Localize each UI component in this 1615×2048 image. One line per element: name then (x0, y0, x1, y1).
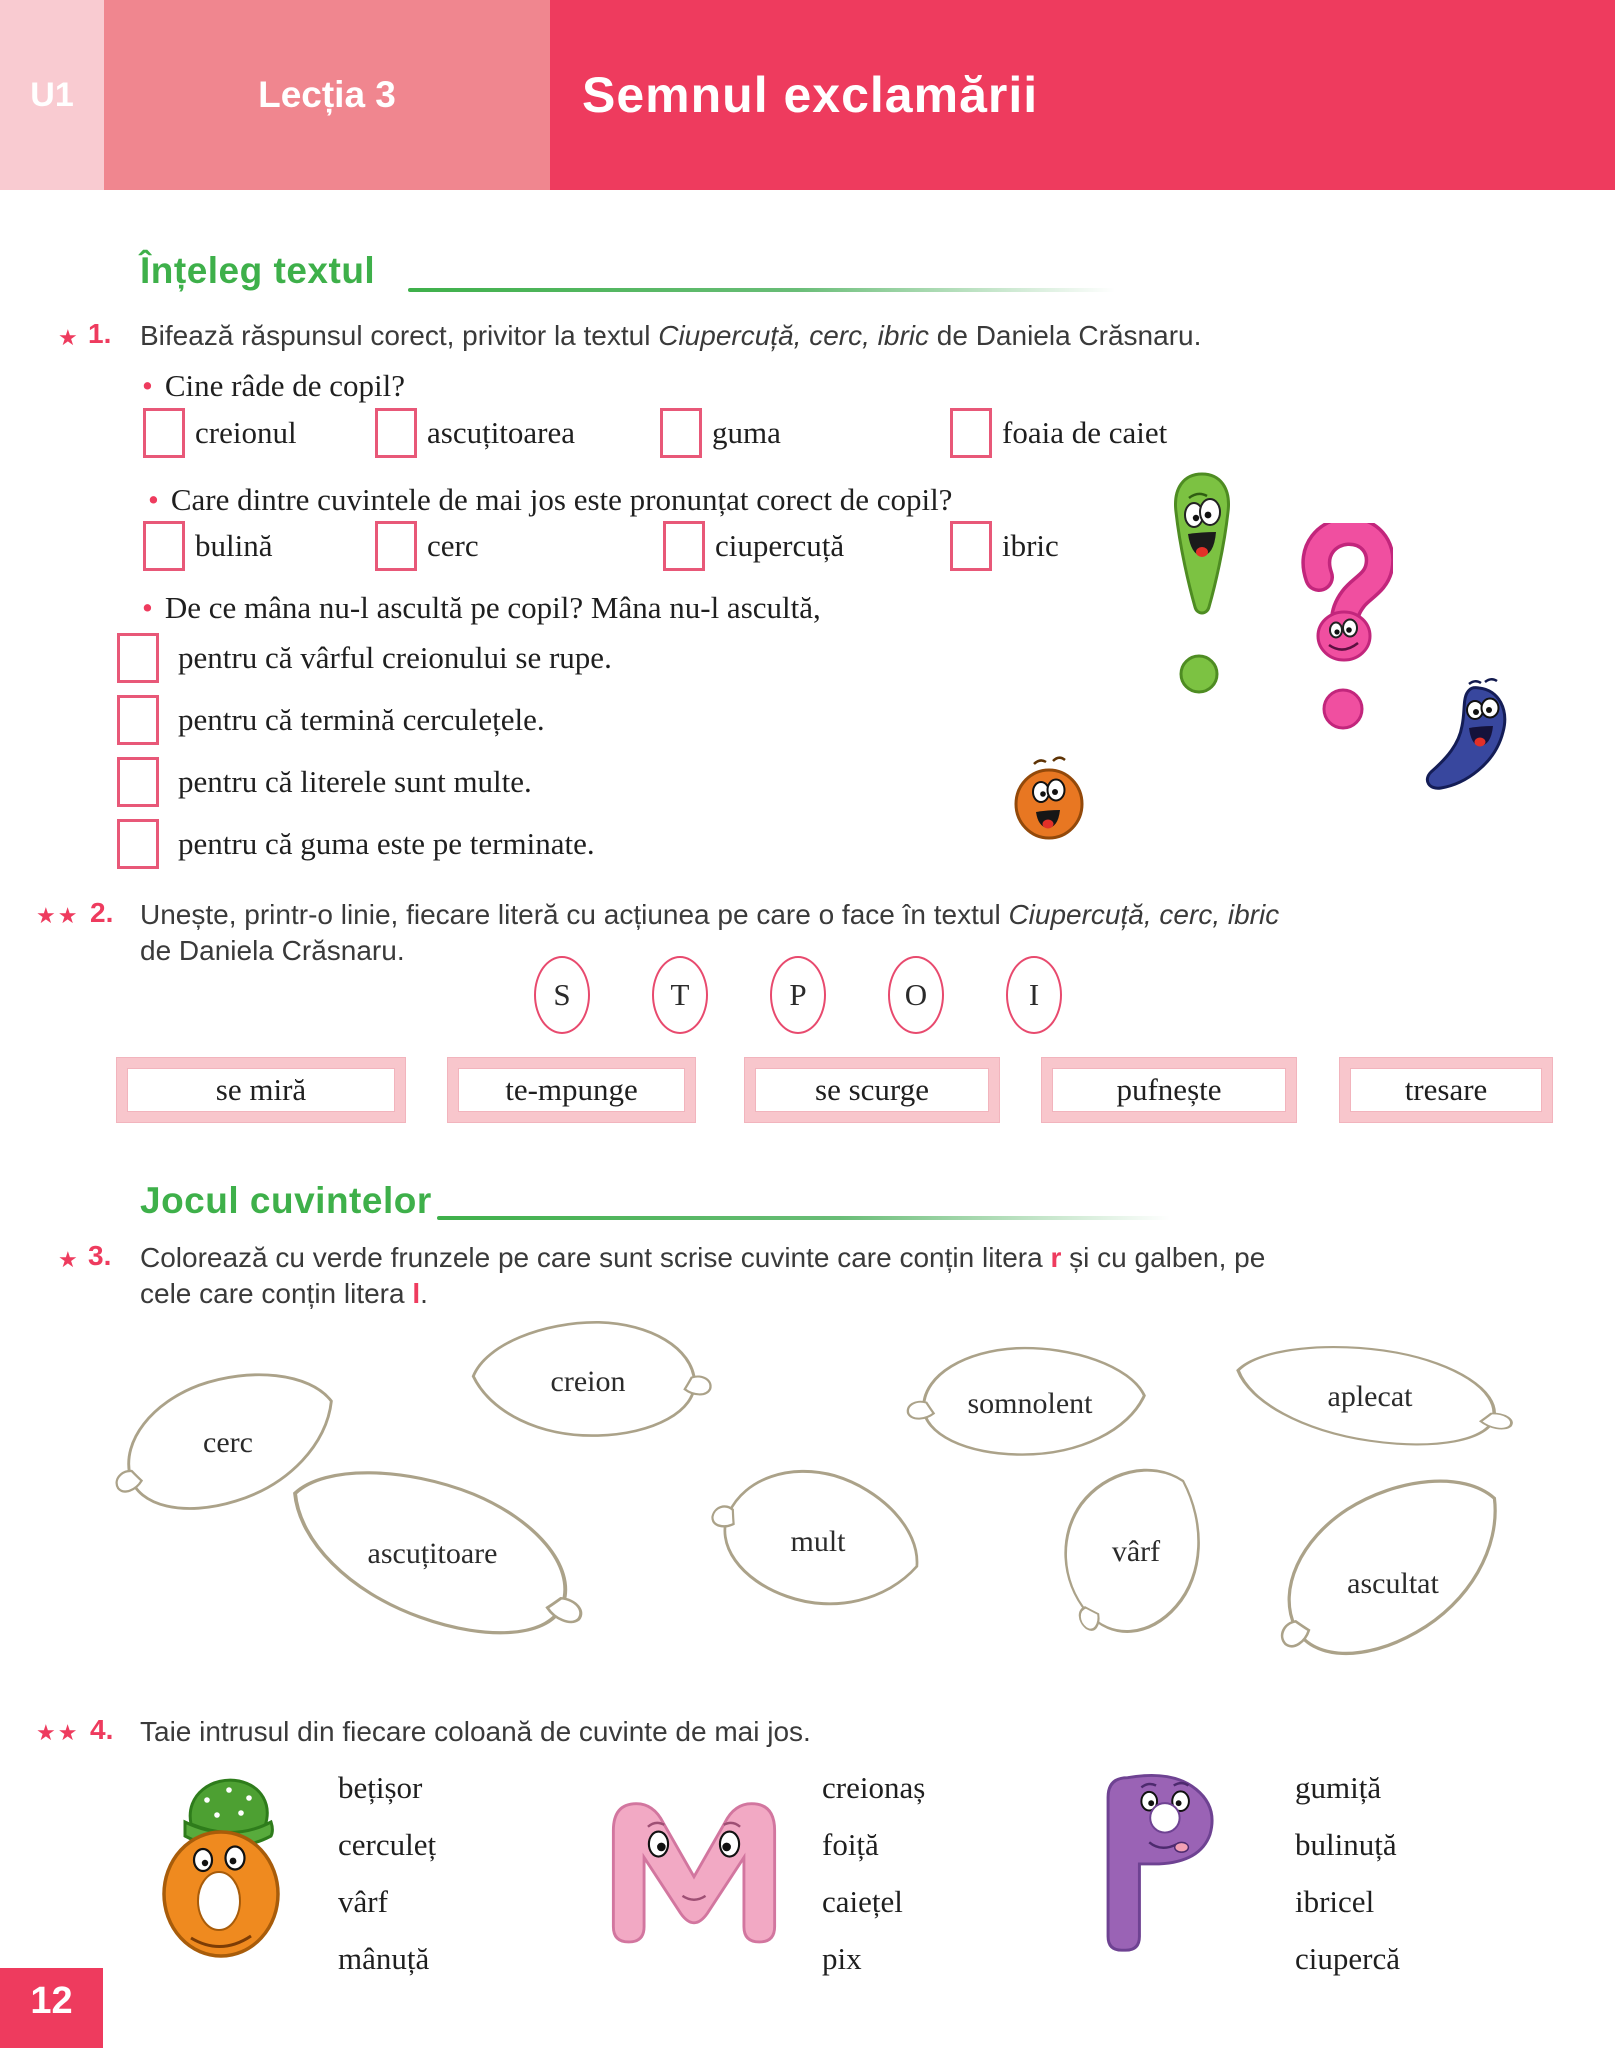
action-box-te-mpunge[interactable]: te-mpunge (448, 1058, 695, 1122)
leaf-word: mult (790, 1525, 846, 1558)
page-number: 12 (30, 1980, 73, 2022)
page-title: Semnul exclamării (582, 67, 1039, 123)
exercise1-intro-italic: Ciupercuță, cerc, ibric (658, 320, 929, 351)
action-box-se-scurge[interactable]: se scurge (745, 1058, 999, 1122)
checkbox-q1-creionul[interactable] (143, 408, 185, 458)
column1-word[interactable]: vârf (338, 1884, 388, 1919)
column2-word[interactable]: pix (822, 1941, 862, 1976)
letter-p-icon (1085, 1762, 1235, 1958)
option-label: pentru că termină cerculețele. (178, 702, 545, 737)
column2-word[interactable]: foiță (822, 1827, 879, 1862)
letter-o-orange-character (145, 1768, 295, 1960)
letter-node-s[interactable]: S (534, 956, 590, 1034)
leaf-word: creion (550, 1365, 626, 1398)
dot-icon (1010, 752, 1088, 842)
checkbox-q2-bulina[interactable] (143, 521, 185, 571)
letter-m-icon (598, 1788, 790, 1950)
exercise3-line1-before: Colorează cu verde frunzele pe care sunt scrise cuvinte care conțin litera (140, 1242, 1051, 1273)
option-label: foaia de caiet (1002, 415, 1168, 450)
question-icon (1297, 523, 1393, 735)
leaf-word: vârf (1111, 1535, 1161, 1568)
exclamation-icon (1165, 468, 1239, 700)
target-letter-r: r (1050, 1242, 1062, 1273)
comma-icon (1413, 676, 1509, 792)
exercise4-number: 4. (90, 1714, 114, 1745)
question-2-text: Care dintre cuvintele de mai jos este pronunțat corect de copil? (170, 482, 953, 517)
exercise3-line1-after: și cu galben, pe (1061, 1242, 1266, 1273)
option-label: pentru că guma este pe terminate. (178, 826, 595, 861)
exercise2-intro-italic: Ciupercuță, cerc, ibric (1008, 899, 1280, 930)
exercise2-number: 2. (90, 897, 114, 928)
option-label: pentru că literele sunt multe. (178, 764, 532, 799)
exercise2-intro-before: Unește, printr-o linie, fiecare literă cu acțiunea pe care o face în textul (140, 899, 1009, 930)
column1-word[interactable]: mânuță (338, 1941, 430, 1976)
leaf-somnolent[interactable] (910, 1342, 1150, 1466)
letter-node-i[interactable]: I (1006, 956, 1062, 1034)
exercise1-instruction (140, 318, 1540, 354)
checkbox-q2-cerc[interactable] (375, 521, 417, 571)
column3-word[interactable]: bulinuță (1295, 1827, 1397, 1862)
exercise2-instruction (140, 897, 1560, 969)
leaf-aplecat[interactable] (1228, 1344, 1512, 1450)
exclamation-mark-green-character (1165, 468, 1239, 700)
exercise3-number: 3. (88, 1240, 112, 1271)
option-label: cerc (427, 528, 479, 563)
section-wordgame-heading: Jocul cuvintelor (140, 1180, 432, 1221)
difficulty-stars-icon: ★★ (36, 1720, 80, 1745)
leaf-word: ascultat (1347, 1566, 1439, 1600)
checkbox-q3-option-2[interactable] (117, 695, 159, 745)
leaf-ascultat[interactable] (1265, 1486, 1521, 1651)
exercise2-intro-line2: de Daniela Crăsnaru. (140, 935, 405, 966)
checkbox-q1-ascutitoarea[interactable] (375, 408, 417, 458)
lesson-badge (104, 0, 550, 190)
question-3-text: De ce mâna nu-l ascultă pe copil? Mâna nu-l ascultă, (164, 590, 821, 625)
exercise1-number: 1. (88, 318, 112, 349)
exercise1-intro-before: Bifează răspunsul corect, privitor la textul (140, 320, 659, 351)
comma-blue-character (1413, 676, 1509, 792)
question-3 (142, 590, 821, 626)
unit-badge (0, 0, 104, 190)
question-mark-pink-character (1297, 523, 1393, 735)
checkbox-q1-foaia-de-caiet[interactable] (950, 408, 992, 458)
exercise3-instruction (140, 1240, 1560, 1312)
section-underline (408, 288, 1115, 292)
exercise3-line2-end: . (420, 1278, 428, 1309)
question-1-text: Cine râde de copil? (164, 368, 406, 403)
column2-word[interactable]: caiețel (822, 1884, 903, 1919)
checkbox-q2-ciupercuta[interactable] (663, 521, 705, 571)
question-2 (148, 482, 952, 518)
bullet-icon: • (142, 368, 153, 403)
action-box-tresare[interactable]: tresare (1340, 1058, 1552, 1122)
option-label: guma (712, 415, 781, 450)
letter-m-pink-character (598, 1788, 790, 1950)
exercise3-line2-before: cele care conțin litera (140, 1278, 413, 1309)
leaf-varf[interactable] (1050, 1470, 1222, 1634)
exercise4-instruction: Taie intrusul din fiecare coloană de cuvinte de mai jos. (140, 1716, 811, 1747)
option-label: creionul (195, 415, 297, 450)
column1-word[interactable]: cerculeț (338, 1827, 437, 1862)
page-title-bar (550, 0, 1615, 190)
unit-label: U1 (30, 75, 74, 114)
option-label: ascuțitoarea (427, 415, 576, 450)
leaf-word: ascuțitoare (367, 1537, 498, 1570)
column3-word[interactable]: ibricel (1295, 1884, 1375, 1919)
column3-word[interactable]: ciupercă (1295, 1941, 1400, 1976)
column2-word[interactable]: creionaș (822, 1770, 926, 1805)
checkbox-q3-option-3[interactable] (117, 757, 159, 807)
section-understand-heading: Înțeleg textul (140, 250, 376, 291)
letter-node-o[interactable]: O (888, 956, 944, 1034)
leaf-creion[interactable] (468, 1316, 708, 1448)
bullet-icon: • (148, 482, 159, 517)
leaf-word: aplecat (1327, 1380, 1413, 1413)
action-box-pufneste[interactable]: pufnește (1042, 1058, 1296, 1122)
checkbox-q1-guma[interactable] (660, 408, 702, 458)
question-1 (142, 368, 405, 404)
leaf-mult[interactable] (713, 1466, 923, 1618)
leaf-word: cerc (203, 1426, 253, 1459)
column1-word[interactable]: bețișor (338, 1770, 423, 1805)
option-label: ciupercuță (715, 528, 845, 563)
checkbox-q3-option-4[interactable] (117, 819, 159, 869)
letter-node-t[interactable]: T (652, 956, 708, 1034)
letter-node-p[interactable]: P (770, 956, 826, 1034)
leaf-ascutitoare[interactable] (275, 1476, 590, 1632)
section-underline (437, 1216, 1170, 1220)
option-label: ibric (1002, 528, 1059, 563)
bullet-icon: • (142, 590, 153, 625)
lesson-label: Lecția 3 (258, 74, 396, 115)
letter-o-icon (145, 1768, 295, 1960)
column3-word[interactable]: gumiță (1295, 1770, 1382, 1805)
option-label: pentru că vârful creionului se rupe. (178, 640, 612, 675)
exercise1-intro-after: de Daniela Crăsnaru. (929, 320, 1202, 351)
dot-orange-character (1010, 752, 1088, 842)
difficulty-star-icon: ★ (58, 325, 80, 350)
difficulty-stars-icon: ★★ (36, 903, 80, 928)
leaf-word: somnolent (967, 1387, 1093, 1420)
option-label: bulină (195, 528, 273, 563)
checkbox-q2-ibric[interactable] (950, 521, 992, 571)
page-number-badge (0, 1968, 103, 2048)
difficulty-star-icon: ★ (58, 1247, 80, 1272)
letter-p-purple-character (1085, 1762, 1235, 1958)
checkbox-q3-option-1[interactable] (117, 633, 159, 683)
target-letter-l: l (412, 1278, 421, 1309)
action-box-se-mira[interactable]: se miră (117, 1058, 405, 1122)
